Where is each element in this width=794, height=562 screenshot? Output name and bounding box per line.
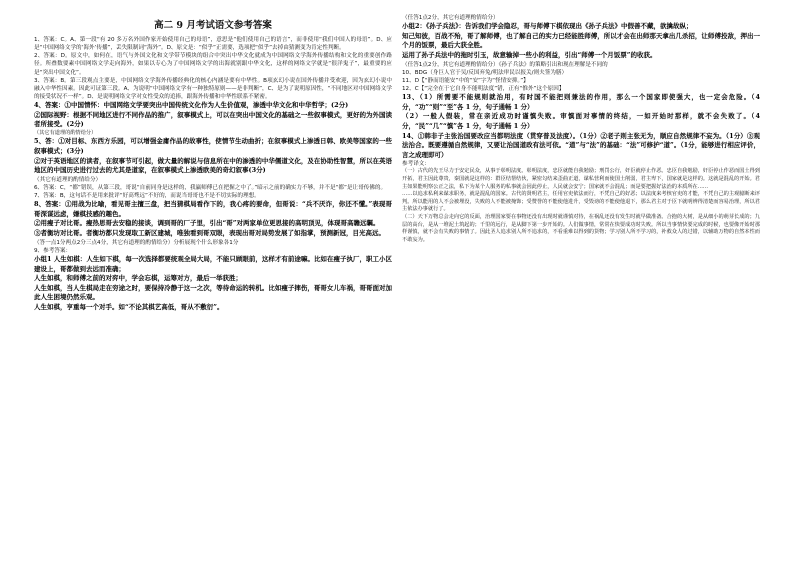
left-paragraph: ②用瘦子对比哥。瘦热思哥去安稳的接谈，调到哥的厂子里，引出“哥”对两家单位更思接的高明顶见，体现哥高瞻远瞩。: [34, 219, 380, 228]
page-title: 高二 9 月考试语文参考答案: [154, 20, 272, 31]
right-paragraph: 10、BDG（身巨人官于吴/反国弃兔/明法审民以报关/则夫签为膳）: [402, 69, 568, 76]
left-paragraph: （其它有道理的酌情给分）: [34, 176, 102, 183]
left-column-body: [34, 36, 392, 313]
left-paragraph: 4、答案：①中国情怀：中国网络文学要突出中国传统文化作为人生价值观，渗透中华文化和中华哲学；(2分): [34, 101, 349, 110]
right-paragraph: （任答1点2分，其它有道理酌情给分）《孙子兵法》的策略引出和现在理解是不同的: [402, 61, 608, 68]
right-paragraph: 参考译文：: [402, 161, 430, 168]
right-paragraph: （2）一般人假装，常在亲近成功时谨慎失败。审慎面对事情的终结，一如开始时那样，就不会失败了。（4分，“民”“几”“慎”各 1 分，句子通畅 1 分）: [402, 112, 760, 130]
right-paragraph: （一）古代的先王尽力于安定民众，从事于彰明法度。彰明法度，忠臣就能自我勉励；刑罚公行，奸臣就停止作恶。忠臣自我勉励，奸臣停止作恶而国土得到开拓，君主因此尊贵，秦国就是这样的：群臣结帮结伙，紧密勾结来歪曲正道，谋私营利而使国土削弱，君主卑下，国家就是这样的。这就是混乱的开始。君主如果能明察公正之法，私下为某个人服务的私事就会因此停止，人民就会安宁；国家就不会混乱；而是要把握好法治的本质所在……: [402, 168, 760, 190]
left-paragraph: 5、答：①对目标、东西方乐园，可以增强金庸作品的故事性，使情节生动曲折；在叙事模式上渗透日韩、欧美等国家的一些叙事模式；(3分): [34, 137, 392, 156]
left-paragraph: ②国际视野：根据不同地区进行不同作品的推广，叙事模式上，可以在突出中国文化的基础之一些叙事模式，更好的为外国读者所接受。(2分): [34, 110, 392, 129]
right-paragraph: 12、C【“完全在于它自身不能明法度”错，正有“惟外”这个原因】: [402, 86, 565, 92]
right-paragraph: （二）天下万物总会走向它的反面，治理国家要在事物还没有出现时就谨慎对待，在祸乱还没有发生时就早做准备。合抱的大树，是从细小的萌芽长成的；九层的高台，是从一堆泥土筑起的；千里的远行，是从脚下第一步开始的。人们做事情，常常在快要成功时失败。所以当事情快要完成的时候，也要像开始时那样谨慎，就不会有失败的事情了。因此圣人追求别人所不追求的，不看重难以得到的货物；学习别人所不学习的，补救众人的过错，以辅助万物的自然本性而不敢妄为。: [402, 214, 760, 243]
left-paragraph: 9、参考答案：: [34, 247, 72, 254]
left-paragraph: 6、答案：C，“都”错误，从第三段，哥说“自前同身是这样的，我赢师傅已在把握之中了。”暗示之前的确实力不够，并不是“都”是让哥传佛的。: [34, 184, 387, 191]
left-paragraph: 1、答案：C。A、第一段“有 20 多万名外国作家开始使用自己的母语”，意思是“他们使用自己的语言”，而非使用“我们中国人的母语”。D、应是“中国网络文学的‘海外’传播”，丢失限制词“海外”。D、原文是：“似乎”正需要，选项把“似乎”去掉由猜测变为肯定性判断。: [34, 37, 392, 52]
left-paragraph: 7、答案：B，这句话不是用来批评“好高骛远”不好的，而说当哥哥也不是不切实际的理想。: [34, 193, 260, 200]
right-paragraph: ……以追求私利来谋求职务，就是混乱的国家。古代的贤明君主，任用官吏依法而行，不凭自己的好恶；以法度来考核官吏的才能，不凭自己的主观臆断来评判。所以能用的人不会被埋没，失败的人不能被掩饰；受赞誉的不能使他进升，受毁谤的不能使他退下，那么君主对于臣下就明辨得清楚而容易治理，所以君主依法办事就行了。: [402, 191, 760, 213]
right-paragraph: 11、D【“静而语能安”中的“安”字为“怪情安抑。”】: [402, 77, 529, 84]
left-paragraph: 人生如棋，和师傅之前的对弈中，学会忘棋，运筹对方，最后一举获胜；: [34, 274, 242, 283]
left-paragraph: （其它有道理的酌情给分）: [34, 130, 97, 137]
right-paragraph: 知己知彼，百战不殆，哥了解师傅，也了解自己的实力已经能胜师傅，所以才会在出师那天拿出几杀招，让师傅投敌，押出一个月的饭票，最后大获全胜。: [402, 31, 760, 50]
right-paragraph: 13、（1）所需要不能规则就治用，有时国不能把则兼法的作用，那么一个国家即使强大，也一定会危险。（4分，“功”“则”“至”各 1 分，句子通畅 1 分）: [402, 93, 760, 111]
left-column: [34, 14, 392, 313]
left-paragraph: 8、答案：①用战为比喻，看见哥主擅三盘，把当猜棋局看作下的，我心疼的要命，但哥说：“兵不厌诈，你还不懂。”表现哥哥深谋远虑，嫌棋技感的趣色。: [34, 200, 392, 218]
left-paragraph: 小组1 人生如棋：人生如下棋，每一次选择都要统观全局大局，不能只顾眼前，这样才有前途嘛。比如在瘦子执厂，职工小区建设上，哥都做到去远而准确；: [34, 254, 392, 273]
right-column: [402, 14, 760, 244]
left-paragraph: ③者衡坊对比哥。者衡坊都只发现取工新区建城，唯独看到哥双眼，表现出哥对局势发展了如指掌，预测新冠，目光高远。: [34, 229, 385, 238]
right-paragraph: 小组2：《孙子兵法》：告诉我们学会隐忍，哥与师傅下棋依现出《孙子兵法》中假善不藏，欲擒故纵；: [402, 22, 693, 31]
left-paragraph: ②对于英语地区的读者，在叙事节可引起，做大量的解说与信息所在中的渗透的中华儒道文化，及在协助性智慧，所以在英语地区的中国历史进行过去的尤其是道家，在叙事模式上渗透欧美的奇幻叙事(3分): [34, 156, 392, 175]
right-paragraph: 14、①韩非子主张治国要改应当都明法度（贯穿普及法度）。（1分）②老子则主张无为，顺应自然规律不妄为。（1分）③观法治合。既要遵循自然规律，又要让治国道政有法可依。“道”与“法”的基础：“法”可修护“道”。（1分，能够进行相应评价，言之成理即可）: [402, 131, 760, 159]
left-paragraph: 3、答案：B。第三段观点主要是，中国网络文学海外传播经典化的核心内涵是要有中华性。B项玄幻小说在国外传播并受欢迎，因为玄幻小说中融入中华性因素。因此可证第三段。A、为说明“中国网络文学有一种独特原则——是非判断”，C、是为了说明原因性，“不同地区对中国网络文学的接受状况不一样”。D、是说明网络文学对女性受众的追捧，跟海外传播和中华性联系不紧密。: [34, 77, 392, 101]
left-paragraph: （答一点1分两点2分三点4分，其它有道理的酌情给分）分析展现个什么形象各1分: [34, 239, 239, 246]
right-paragraph: （任答1点2分，其它有道理酌情给分）: [402, 15, 499, 21]
left-paragraph: 人生如棋，当人生棋局走在穷途之时，要保持冷静于这一之次，等待命运的转机。比如瘦子摔伤，哥哥女儿车祸，哥哥面对加此人生困境仍然乐观。: [34, 283, 392, 302]
right-paragraph: 运用了孙子兵法中的拖时引玉，故意输掉一些小的利益，引出“师傅一个月饭票”的收获。: [402, 50, 657, 59]
left-paragraph: 人生如棋，亨重每一个对手。如“不论其棋艺高低，哥从不敷衍”。: [34, 302, 224, 311]
left-paragraph: 2、答案：D。原文中，如何在，语气与外国文化和文学带节模块的组合中突出中华文化就成为中国网络文学海外传播结构和文化的重要创作路径。所叠数要素中国网络文学走向海外，如果以专心为了中国网络文学的出海就别跟中华文化，这样的网络文学就是“很洋鬼子”，最重要的应是“突出中国文化”。: [34, 53, 392, 76]
right-column-body: [402, 14, 760, 244]
